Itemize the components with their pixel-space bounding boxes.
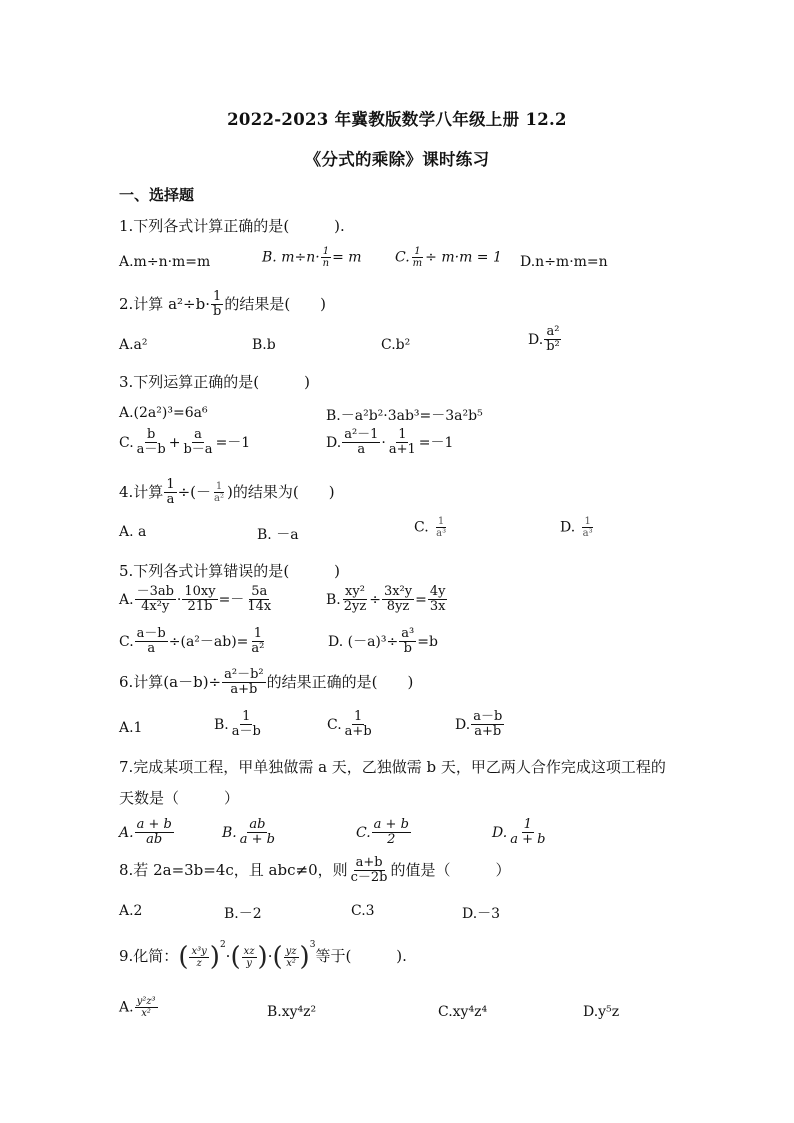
question-9-stem: 9.化简：( $\frac{\text{x³y}}{z}$ )$^2$·( $\frac{xz}{y}$ )·( $\frac{yz}{\text{x²}}$ )$^3$等于( ). [119,940,407,972]
q2-option-d: D. $\frac{\text{a²}}{\text{b²}}$ [528,324,560,355]
q4-option-d: D. $\frac{1}{\text{a³}}$ [560,516,593,539]
q1-option-d: D.n÷m·m=n [520,254,608,270]
q9-option-c: C.xy⁴z⁴ [438,1004,488,1020]
q7-option-b: B. $\frac{ab}{a + b}$ [222,817,275,848]
question-2-stem: 2.计算 a²÷b· $\frac{1}{b}$ 的结果是( ) [119,289,327,320]
section-heading: 一、选择题 [119,186,195,204]
q3-option-c: C. $\frac{b}{a-b}$ + $\frac{a}{b-a}$ =－1 [119,427,251,458]
q4-option-b: B. －a [257,527,299,543]
q1-option-a: A.m÷n·m=m [119,254,211,270]
q7-option-a: A. $\frac{a + b}{ab}$ [119,817,172,848]
q2-option-a: A.a² [119,337,148,353]
question-7-stem-line-2: 天数是（ ） [119,789,240,807]
question-3-stem: 3.下列运算正确的是( ) [119,373,311,391]
q8-option-b: B.－2 [224,906,262,922]
q9-option-b: B.xy⁴z² [267,1004,317,1020]
q3-option-b: B.－a²b²·3ab³=－3a²b⁵ [326,408,483,424]
q9-option-d: D.y⁵z [583,1004,620,1020]
q6-option-a: A.1 [119,720,143,736]
q4-option-a: A. a [119,524,147,540]
q5-option-a: A. $\frac{-3ab}{\text{4x²y}}$ · $\frac{10xy}{21b}$ =－ $\frac{5a}{14x}$ [119,584,272,615]
q3-option-a: A.(2a²)³=6a⁶ [119,405,208,421]
q8-option-d: D.－3 [462,906,501,922]
q6-option-d: D. $\frac{a-b}{a+b}$ [455,709,503,740]
q6-option-b: B. $\frac{1}{a-b}$ [214,709,261,740]
q8-option-c: C.3 [351,903,375,919]
question-6-stem: 6.计算(a－b)÷ $\frac{\text{a²－b²}}{a+b}$ 的结果正确的是( ) [119,667,414,698]
q5-option-c: C. $\frac{a-b}{a}$ ÷(a²－ab)= $\frac{1}{\text{a²}}$ [119,626,265,657]
question-7-stem-line-1: 7.完成某项工程，甲单独做需 a 天，乙独做需 b 天，甲乙两人合作完成这项工程的 [119,758,666,776]
q1-option-b: B. m÷n· $\frac{1}{n}$ = m [262,246,362,269]
q4-option-c: C. $\frac{1}{\text{a³}}$ [414,516,447,539]
q9-option-a: A. $\frac{\text{y²z³}}{\text{x²}}$ [119,996,156,1019]
q8-option-a: A.2 [119,903,143,919]
question-8-stem: 8.若 2a=3b=4c，且 abc≠0，则 $\frac{a+b}{c-2b}$ 的值是（ ） [119,855,511,886]
q3-option-d: D. $\frac{\text{a²－1}}{a}$ · $\frac{1}{a+1}$ =－1 [326,427,454,458]
q7-option-d: D. $\frac{1}{a + b}$ [492,817,546,848]
q2-option-b: B.b [252,337,276,353]
title-line-2: 《分式的乘除》课时练习 [304,150,490,169]
q5-option-b: B. $\frac{\text{xy²}}{2yz}$ ÷ $\frac{\text{3x²y}}{8yz}$ = $\frac{4y}{3x}$ [326,584,446,615]
question-5-stem: 5.下列各式计算错误的是( ) [119,562,341,580]
q7-option-c: C. $\frac{a + b}{2}$ [356,817,409,848]
question-1-stem: 1.下列各式计算正确的是( ). [119,217,345,235]
question-4-stem: 4.计算 $\frac{1}{a}$ ÷(－ $\frac{1}{\text{a²}}$ )的结果为( ) [119,477,335,508]
q6-option-c: C. $\frac{1}{a+b}$ [327,709,372,740]
title-line-1: 2022-2023 年冀教版数学八年级上册 12.2 [227,110,567,129]
q5-option-d: D. (－a)³÷ $\frac{\text{a³}}{b}$ =b [328,626,438,657]
q2-option-c: C.b² [381,337,411,353]
q1-option-c: C. $\frac{1}{m}$ ÷ m·m = 1 [395,246,502,269]
